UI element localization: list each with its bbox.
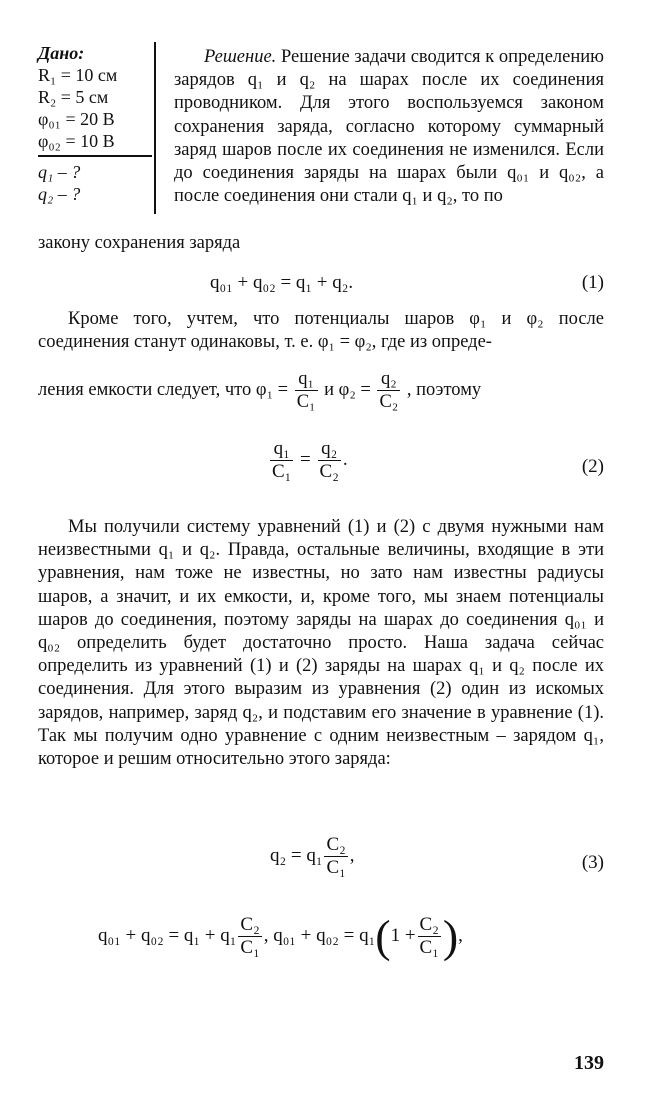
given-block [38,42,154,205]
equation-4: q₀₁ + q₀₂ = q₁ + q₁ $\frac{\text{C₂}}{\text{C₁}}$ , q₀₁ + q₀₂ = q₁(1 + $\frac{\text{C₂}}{\text{C₁}}$ ), [98,910,463,962]
equation-3-number: (3) [581,852,604,873]
given-row: R₂ = 5 см [38,87,109,107]
phi1-formula [255,369,324,412]
equation-4-part-b: , q₀₁ + q₀₂ = q₁ [263,924,376,946]
solution-label: Решение. [204,47,277,67]
given-row: φ₀₂ = 10 В [38,131,115,151]
fraction-numerator: C₂ [240,914,260,935]
equation-4-part-a: q₀₁ + q₀₂ = q₁ + q₁ [98,924,237,946]
fraction-denominator: C₂ [379,392,399,412]
solution-intro-text: Решение задачи сводится к определению зарядов q₁ и q₂ на шарах после их соединения проводником. Для этого воспользуемся законом сохранения заряда, согласно которому суммарный заряд шаров после их соединения не изменился. Если до соединения заряды на шарах были q₀₁ и q₀₂, а после соединения они стали q₁ и q₂, то по [174,47,604,207]
fraction-numerator: q₂ [318,438,341,461]
and-word: и [324,379,335,400]
given-row: R₁ = 10 см [38,65,118,85]
equation-3-lhs: q₂ = q₁ [270,844,323,866]
equation-2: $\frac{\text{q₁}}{\text{C₁}}$ = $\frac{\text{q₂}}{\text{C₂}}$ . [272,438,348,482]
equation-1-number: (1) [581,272,604,293]
fraction-denominator: C₁ [419,937,439,958]
fraction-denominator: C₁ [272,461,292,482]
fraction-denominator: C₁ [240,937,260,958]
capacity-text: ления емкости следует, что [38,379,252,400]
phi1-label: φ₁ = [255,379,289,400]
fraction-c2-c1 [238,914,261,959]
unknown-row: q₂ – ? [38,184,81,204]
phi2-label: φ₂ = [338,379,371,400]
fraction-q2-c2 [377,368,400,413]
left-paren: ( [375,910,391,962]
fraction-numerator: q₁ [295,368,318,391]
equation-3: q₂ = q₁ $\frac{\text{C₂}}{\text{C₁}}$ , [270,834,355,878]
given-divider-vertical [154,42,156,214]
given-row: φ₀₁ = 20 В [38,109,115,129]
unknown-row: q₁ – ? [38,162,81,182]
given-title: Дано: [38,43,85,63]
fraction-numerator: q₁ [270,438,293,461]
fraction-q1-c1 [270,438,293,483]
fraction-q1-c1 [295,368,318,413]
equation-4-one: 1 + [390,924,416,946]
paragraph-system: Мы получили систему уравнений (1) и (2) с двумя нужными нам неизвестными q₁ и q₂. Правда, остальные величины, входящие в эти уравнения, нам тоже не известны, но зато нам известны радиусы шаров, а значит, и их емкости, и, кроме того, мы знаем потенциалы шаров до соединения, поэтому заряды на шарах до соединения q₀₁ и q₀₂ определить будет достаточно просто. Наша задача сейчас определить из уравнений (1) и (2) заряды на шарах q₁ и q₂ после их соединения. Для этого выразим из уравнения (2) один из искомых зарядов, например, заряд q₂, и подставим его значение в уравнение (1). Так мы получим одно уравнение с одним неизвестным – зарядом q₁, которое и решим относительно этого заряда: [38,517,604,770]
fraction-q2-c2 [318,438,341,483]
equation-1: q₀₁ + q₀₂ = q₁ + q₂. [210,272,354,293]
fraction-denominator: C₁ [296,392,316,412]
equation-2-number: (2) [581,456,604,477]
fraction-c2-c1 [324,834,347,879]
fraction-denominator: C₁ [326,857,346,878]
paragraph-potentials: Кроме того, учтем, что потенциалы шаров φ₁ и φ₂ после соединения станут одинаковы, т. е. φ₁ = φ₂, где из опреде- [38,309,604,353]
page-number: 139 [574,1052,604,1074]
solution-intro [174,46,604,208]
fraction-numerator: q₂ [377,368,400,391]
fraction-c2-c1 [418,914,441,959]
solution-intro-end: закону сохранения заряда [38,233,241,253]
fraction-denominator: C₂ [319,461,339,482]
paragraph-capacity [38,368,604,413]
right-paren: ) [442,910,459,962]
fraction-numerator: C₂ [419,914,439,935]
given-divider [38,155,152,157]
therefore-text: , поэтому [406,379,482,400]
phi2-formula [338,369,407,412]
fraction-numerator: C₂ [326,834,346,855]
